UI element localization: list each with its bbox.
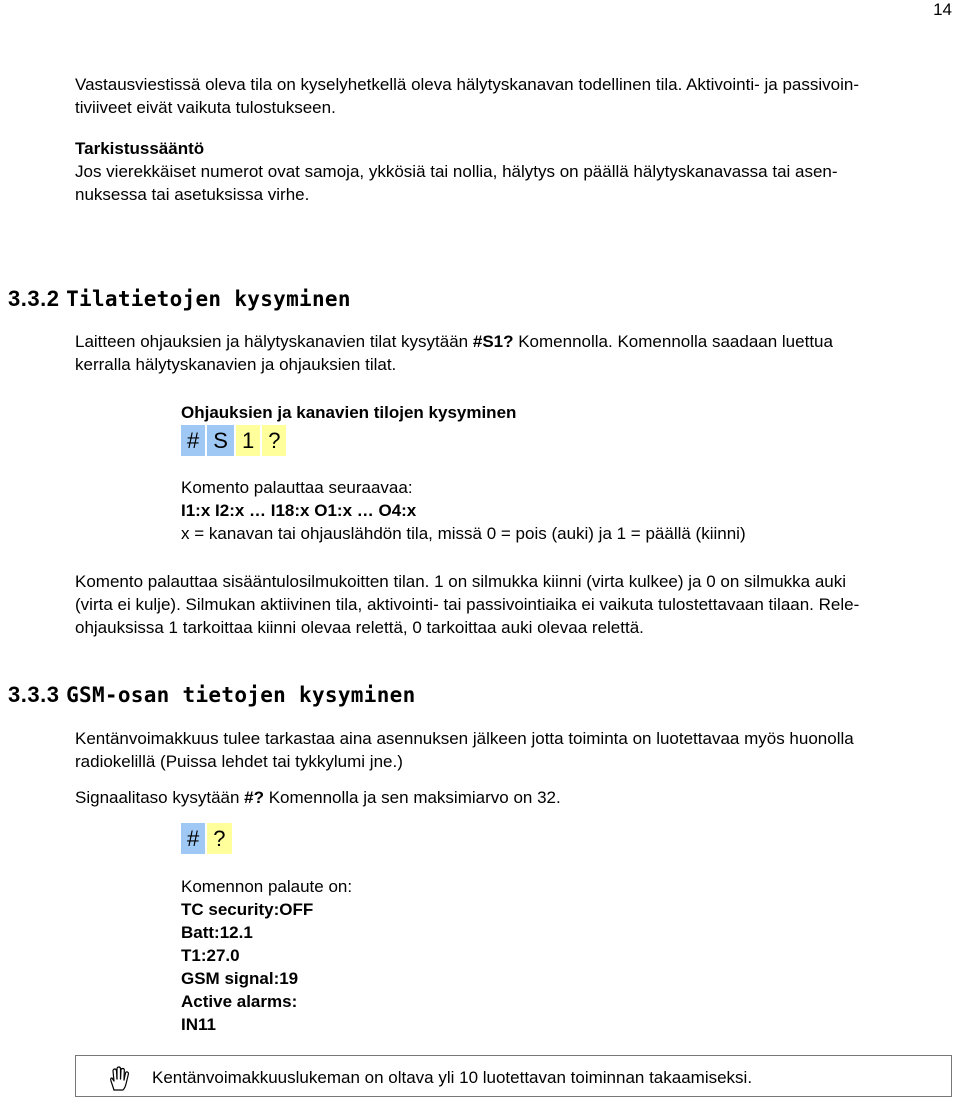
signal-paragraph bbox=[75, 786, 955, 809]
status-command-keys bbox=[181, 425, 286, 456]
gsm-response-line: IN11 bbox=[181, 1015, 216, 1034]
signal-cmd: #? bbox=[244, 788, 264, 807]
check-rule-line-2: nuksessa tai asetuksissa virhe. bbox=[75, 185, 310, 204]
gsm-response-line: T1:27.0 bbox=[181, 946, 240, 965]
gsm-response-label: Komennon palaute on: bbox=[181, 877, 353, 896]
status-returns-label: Komento palauttaa seuraavaa: bbox=[181, 478, 413, 497]
check-rule-line-1: Jos vierekkäiset numerot ovat samoja, ykkösiä tai nollia, hälytys on päällä hälytyskanavassa tai asen- bbox=[75, 162, 838, 181]
check-rule-title: Tarkistussääntö bbox=[75, 139, 205, 158]
status-returns bbox=[181, 476, 746, 545]
section-332-title: Tilatietojen kysyminen bbox=[66, 287, 351, 311]
gsm-response-line: TC security:OFF bbox=[181, 900, 314, 919]
note-text: Kentänvoimakkuuslukeman on oltava yli 10 luotettavan toiminnan takaamiseksi. bbox=[152, 1068, 753, 1087]
note-box bbox=[75, 1055, 952, 1097]
command-key-question: ? bbox=[262, 425, 286, 456]
command-key-hash: # bbox=[181, 823, 205, 854]
signal-line bbox=[75, 786, 955, 809]
check-rule bbox=[75, 137, 955, 206]
command-key-hash: # bbox=[181, 425, 205, 456]
section-333-intro bbox=[75, 727, 955, 773]
signal-command-keys bbox=[181, 823, 232, 854]
section-332-intro-b: Komennolla. Komennolla saadaan luettua bbox=[513, 332, 833, 351]
section-333-intro-line-2: radiokelillä (Puissa lehdet tai tykkylumi jne.) bbox=[75, 752, 403, 771]
status-returns-format: I1:x I2:x … I18:x O1:x … O4:x bbox=[181, 501, 417, 520]
loop-paragraph bbox=[75, 570, 955, 639]
section-332-intro-cmd: #S1? bbox=[472, 332, 514, 351]
loop-line-2: (virta ei kulje). Silmukan aktiivinen tila, aktivointi- tai passivointiaika ei vaikuta tulostettavaan tilaan. Rele- bbox=[75, 595, 860, 614]
page-number: 14 bbox=[933, 0, 952, 19]
section-333-number: 3.3.3 bbox=[8, 682, 60, 707]
command-key-1: 1 bbox=[236, 425, 260, 456]
command-key-question: ? bbox=[207, 823, 231, 854]
section-332-heading bbox=[8, 286, 351, 312]
hand-icon bbox=[106, 1066, 132, 1092]
loop-line-3: ohjauksissa 1 tarkoittaa kiinni olevaa relettä, 0 tarkoittaa auki olevaa relettä. bbox=[75, 618, 644, 637]
section-333-heading bbox=[8, 682, 416, 708]
intro-line-1: Vastausviestissä oleva tila on kyselyhetkellä oleva hälytyskanavan todellinen tila. Aktivointi- ja passivoin- bbox=[75, 75, 859, 94]
loop-line-1: Komento palauttaa sisääntulosilmukoitten tilan. 1 on silmukka kiinni (virta kulkee) ja 0 on silmukka auki bbox=[75, 572, 847, 591]
section-332-intro-a: Laitteen ohjauksien ja hälytyskanavien tilat kysytään bbox=[75, 332, 473, 351]
section-333-title: GSM-osan tietojen kysyminen bbox=[66, 683, 416, 707]
signal-b: Komennolla ja sen maksimiarvo on 32. bbox=[264, 788, 561, 807]
gsm-response-line: GSM signal:19 bbox=[181, 969, 299, 988]
section-333-intro-line-1: Kentänvoimakkuus tulee tarkastaa aina asennuksen jälkeen jotta toiminta on luotettavaa myös huonolla bbox=[75, 729, 854, 748]
intro-line-2: tiviiveet eivät vaikuta tulostukseen. bbox=[75, 98, 336, 117]
command-key-s: S bbox=[207, 425, 234, 456]
section-332-number: 3.3.2 bbox=[8, 286, 60, 311]
section-332-intro bbox=[75, 330, 955, 376]
gsm-response-line: Active alarms: bbox=[181, 992, 298, 1011]
status-x-explanation: x = kanavan tai ohjauslähdön tila, missä 0 = pois (auki) ja 1 = päällä (kiinni) bbox=[181, 524, 746, 543]
gsm-response-line: Batt:12.1 bbox=[181, 923, 253, 942]
signal-a: Signaalitaso kysytään bbox=[75, 788, 245, 807]
status-query-title: Ohjauksien ja kanavien tilojen kysyminen bbox=[181, 403, 517, 422]
gsm-response bbox=[181, 875, 352, 1036]
intro-paragraph bbox=[75, 73, 955, 119]
section-332-intro-line-1 bbox=[75, 330, 955, 353]
section-332-intro-line-2: kerralla hälytyskanavien ja ohjauksien tilat. bbox=[75, 355, 397, 374]
